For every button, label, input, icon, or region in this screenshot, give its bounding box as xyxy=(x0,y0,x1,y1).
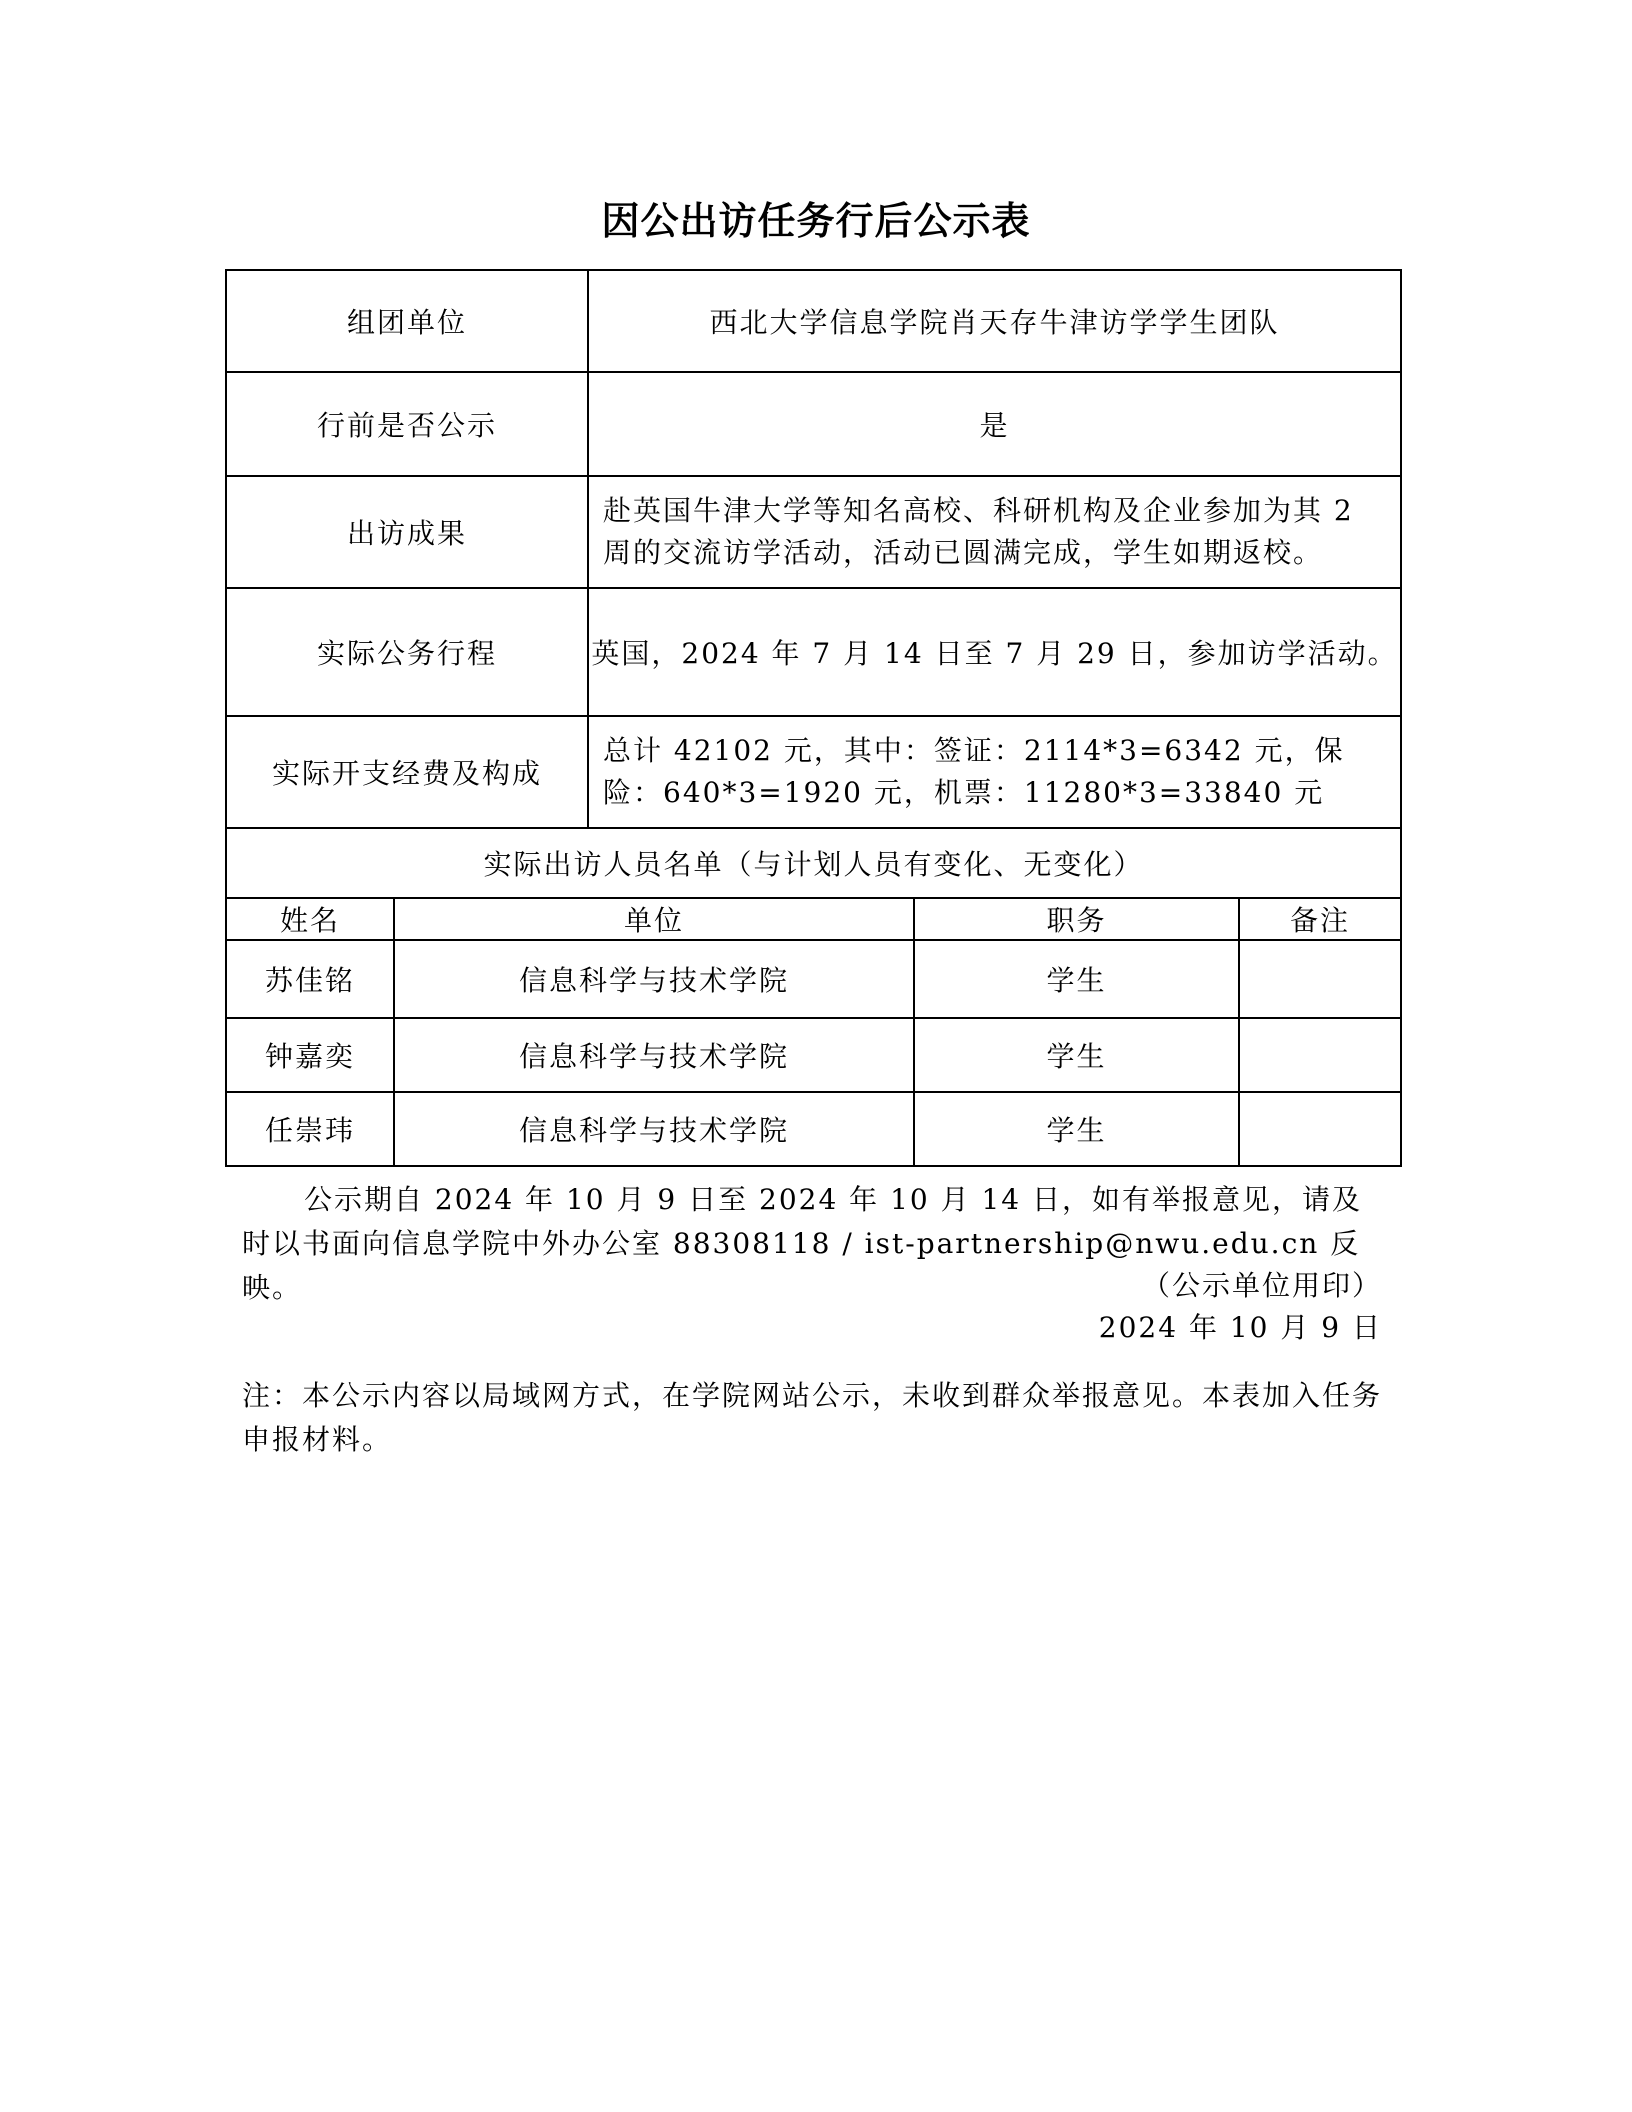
member-unit: 信息科学与技术学院 xyxy=(394,1092,914,1166)
member-unit: 信息科学与技术学院 xyxy=(394,1018,914,1092)
member-remark xyxy=(1239,1092,1401,1166)
member-remark xyxy=(1239,1018,1401,1092)
member-name: 苏佳铭 xyxy=(226,940,394,1018)
member-row xyxy=(226,940,1401,1018)
table-row xyxy=(226,372,1401,476)
member-title: 学生 xyxy=(914,1018,1239,1092)
footnote: 注：本公示内容以局域网方式，在学院网站公示，未收到群众举报意见。本表加入任务申报材料。 xyxy=(242,1379,1383,1456)
table-row xyxy=(226,716,1401,828)
notice-text: 公示期自 2024 年 10 月 9 日至 2024 年 10 月 14 日，如有举报意见，请及时以书面向信息学院中外办公室 88308118 / ist-partnership@nwu.edu.cn 反映。 xyxy=(242,1183,1363,1304)
member-unit: 信息科学与技术学院 xyxy=(394,940,914,1018)
document-title: 因公出访任务行后公示表 xyxy=(601,198,1031,243)
member-row xyxy=(226,1018,1401,1092)
org-label: 组团单位 xyxy=(226,270,588,372)
org-value: 西北大学信息学院肖天存牛津访学学生团队 xyxy=(588,270,1401,372)
result-label: 出访成果 xyxy=(226,476,588,588)
result-value: 赴英国牛津大学等知名高校、科研机构及企业参加为其 2 周的交流访学活动，活动已圆满完成，学生如期返校。 xyxy=(588,476,1401,588)
column-header-row xyxy=(226,898,1401,940)
stamp-placeholder: （公示单位用印） xyxy=(1141,1269,1382,1302)
pre-notice-value: 是 xyxy=(588,372,1401,476)
column-header-title: 职务 xyxy=(914,898,1239,940)
column-header-name: 姓名 xyxy=(226,898,394,940)
pre-notice-label: 行前是否公示 xyxy=(226,372,588,476)
member-row xyxy=(226,1092,1401,1166)
member-remark xyxy=(1239,940,1401,1018)
table-row xyxy=(226,270,1401,372)
expense-value: 总计 42102 元，其中：签证：2114*3=6342 元，保险：640*3=1920 元，机票：11280*3=33840 元 xyxy=(588,716,1401,828)
column-header-remark: 备注 xyxy=(1239,898,1401,940)
disclosure-table xyxy=(225,269,1402,1167)
table-row xyxy=(226,588,1401,716)
itinerary-label: 实际公务行程 xyxy=(226,588,588,716)
member-title: 学生 xyxy=(914,1092,1239,1166)
itinerary-value: 英国，2024 年 7 月 14 日至 7 月 29 日，参加访学活动。 xyxy=(588,588,1401,716)
member-name: 任崇玮 xyxy=(226,1092,394,1166)
members-header: 实际出访人员名单（与计划人员有变化、无变化） xyxy=(226,828,1401,898)
expense-label: 实际开支经费及构成 xyxy=(226,716,588,828)
table-row xyxy=(226,476,1401,588)
notice-date: 2024 年 10 月 9 日 xyxy=(1098,1311,1382,1344)
member-name: 钟嘉奕 xyxy=(226,1018,394,1092)
table-row xyxy=(226,828,1401,898)
column-header-unit: 单位 xyxy=(394,898,914,940)
member-title: 学生 xyxy=(914,940,1239,1018)
